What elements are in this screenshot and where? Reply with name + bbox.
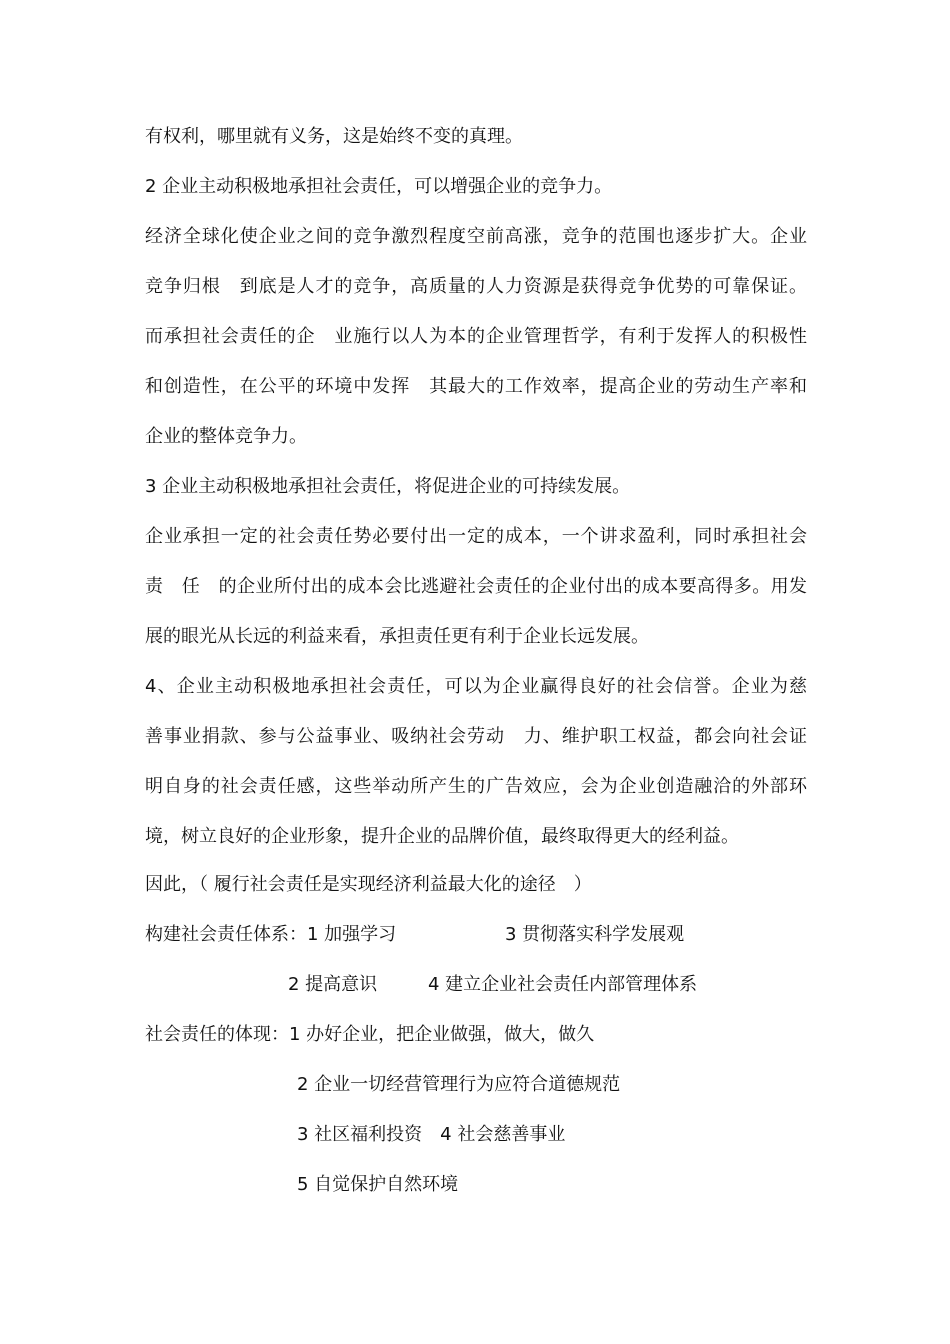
system-item: 4 建立企业社会责任内部管理体系 (428, 974, 698, 995)
embodiment-label-line: 社会责任的体现：1 办好企业，把企业做强，做大，做久 (145, 1024, 595, 1045)
text-line: 4、企业主动积极地承担社会责任，可以为企业赢得良好的社会信誉。企业为慈 (145, 676, 807, 697)
section-heading: 3 企业主动积极地承担社会责任，将促进企业的可持续发展。 (145, 476, 631, 497)
text-line: 境，树立良好的企业形象，提升企业的品牌价值，最终取得更大的经利益。 (145, 826, 739, 847)
text-line: 经济全球化使企业之间的竞争激烈程度空前高涨，竞争的范围也逐步扩大。企业 (145, 226, 807, 247)
embodiment-item: 5 自觉保护自然环境 (297, 1174, 459, 1195)
embodiment-item: 2 企业一切经营管理行为应符合道德规范 (297, 1074, 621, 1095)
system-item: 3 贯彻落实科学发展观 (505, 924, 685, 945)
conclusion-line: 因此，（ 履行社会责任是实现经济利益最大化的途径 ） (145, 874, 592, 895)
embodiment-item: 3 社区福利投资 4 社会慈善事业 (297, 1124, 566, 1145)
text-line: 企业承担一定的社会责任势必要付出一定的成本，一个讲求盈利，同时承担社会 (145, 526, 807, 547)
section-heading: 2 企业主动积极地承担社会责任，可以增强企业的竞争力。 (145, 176, 613, 197)
text-line: 有权利，哪里就有义务，这是始终不变的真理。 (145, 126, 523, 147)
text-line: 明自身的社会责任感，这些举动所产生的广告效应，会为企业创造融洽的外部环 (145, 776, 807, 797)
text-line: 企业的整体竞争力。 (145, 426, 307, 447)
text-line: 责 任 的企业所付出的成本会比逃避社会责任的企业付出的成本要高得多。用发 (145, 576, 807, 597)
system-item: 2 提高意识 (288, 974, 378, 995)
text-line: 和创造性，在公平的环境中发挥 其最大的工作效率，提高企业的劳动生产率和 (145, 376, 807, 397)
system-label-line: 构建社会责任体系：1 加强学习 (145, 924, 397, 945)
text-line: 而承担社会责任的企 业施行以人为本的企业管理哲学，有利于发挥人的积极性 (145, 326, 807, 347)
text-line: 展的眼光从长远的利益来看，承担责任更有利于企业长远发展。 (145, 626, 649, 647)
text-line: 善事业捐款、参与公益事业、吸纳社会劳动 力、维护职工权益，都会向社会证 (145, 726, 807, 747)
text-line: 竞争归根 到底是人才的竞争，高质量的人力资源是获得竞争优势的可靠保证。 (145, 276, 807, 297)
